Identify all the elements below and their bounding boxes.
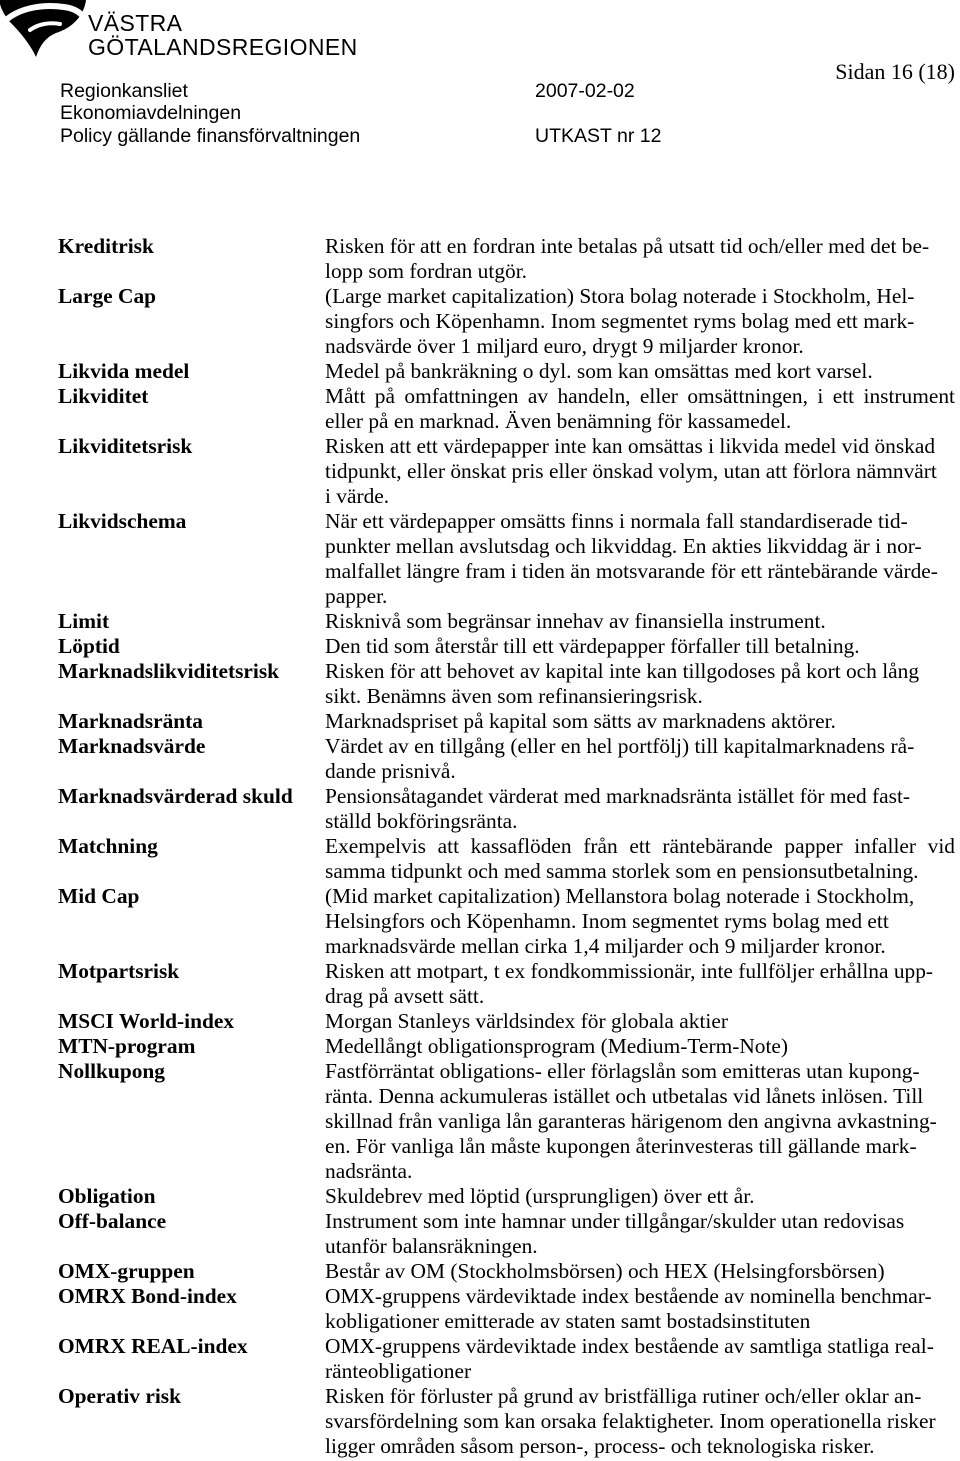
glossary-entry bbox=[58, 1009, 955, 1034]
definition-line: utanför balansräkningen. bbox=[325, 1234, 538, 1258]
glossary-term: Nollkupong bbox=[58, 1059, 166, 1083]
definition-line: Den tid som återstår till ett värdepapper förfaller till betalning. bbox=[325, 634, 860, 658]
glossary-term: OMRX REAL-index bbox=[58, 1334, 248, 1358]
glossary-term: Marknadsvärderad skuld bbox=[58, 784, 293, 808]
glossary-entry bbox=[58, 959, 955, 1009]
definition-line: Risken för att behovet av kapital inte kan tillgodoses på kort och lång bbox=[325, 659, 920, 683]
glossary-definition bbox=[325, 1009, 955, 1034]
glossary-term: Likviditet bbox=[58, 384, 149, 408]
glossary-entry bbox=[58, 634, 955, 659]
glossary-term: Likvida medel bbox=[58, 359, 190, 383]
definition-line: samma tidpunkt och med samma storlek som en pensionsutbetalning. bbox=[325, 859, 919, 883]
definition-line: skillnad från vanliga lån garanteras härigenom den angivna avkastning- bbox=[325, 1109, 937, 1133]
glossary-term: Likviditetsrisk bbox=[58, 434, 193, 458]
glossary-term: Obligation bbox=[58, 1184, 156, 1208]
glossary-entry bbox=[58, 509, 955, 609]
glossary-entry bbox=[58, 734, 955, 784]
definition-line: Medel på bankräkning o dyl. som kan omsättas med kort varsel. bbox=[325, 359, 873, 383]
definition-line: tidpunkt, eller önskat pris eller önskad volym, utan att förlora nämnvärt bbox=[325, 459, 937, 483]
definition-line: i värde. bbox=[325, 484, 390, 508]
glossary-term: OMX-gruppen bbox=[58, 1259, 195, 1283]
definition-line: svarsfördelning som kan orsaka felaktigheter. Inom operationella risker bbox=[325, 1409, 936, 1433]
glossary-definition bbox=[325, 784, 955, 834]
definition-line: Skuldebrev med löptid (ursprungligen) över ett år. bbox=[325, 1184, 755, 1208]
definition-line: Marknadspriset på kapital som sätts av marknadens aktörer. bbox=[325, 709, 836, 733]
page-number: Sidan 16 (18) bbox=[835, 59, 955, 84]
glossary-definition bbox=[325, 659, 955, 709]
document-date: 2007-02-02 bbox=[535, 80, 635, 102]
definition-line: Risken att ett värdepapper inte kan omsättas i likvida medel vid önskad bbox=[325, 434, 936, 458]
glossary-definition bbox=[325, 609, 955, 634]
glossary-term: Löptid bbox=[58, 634, 120, 658]
document-title: Policy gällande finansförvaltningen bbox=[60, 125, 361, 147]
glossary-term: Marknadsvärde bbox=[58, 734, 206, 758]
glossary-term: Marknadslikviditetsrisk bbox=[58, 659, 280, 683]
glossary-entry bbox=[58, 1184, 955, 1209]
department-name: Ekonomiavdelningen bbox=[60, 102, 242, 124]
glossary-entry bbox=[58, 1209, 955, 1259]
glossary-term: MTN-program bbox=[58, 1034, 196, 1058]
glossary-definition bbox=[325, 1384, 955, 1459]
definition-line: malfallet längre fram i tiden än motsvarande för ett räntebärande värde- bbox=[325, 559, 938, 583]
office-name: Regionkansliet bbox=[60, 80, 188, 102]
definition-line: nadsvärde över 1 miljard euro, drygt 9 miljarder kronor. bbox=[325, 334, 804, 358]
glossary-entry bbox=[58, 384, 955, 434]
glossary-entry bbox=[58, 1284, 955, 1334]
definition-line: (Mid market capitalization) Mellanstora bolag noterade i Stockholm, bbox=[325, 884, 915, 908]
glossary-definition bbox=[325, 1259, 955, 1284]
definition-line: Pensionsåtagandet värderat med marknadsränta istället för med fast- bbox=[325, 784, 911, 808]
glossary-term: Kreditrisk bbox=[58, 234, 154, 258]
glossary-definition bbox=[325, 384, 955, 434]
glossary-entry bbox=[58, 884, 955, 959]
definition-line: dande prisnivå. bbox=[325, 759, 456, 783]
definition-line: lopp som fordran utgör. bbox=[325, 259, 527, 283]
glossary-term: MSCI World-index bbox=[58, 1009, 235, 1033]
definition-line: ligger områden såsom person-, process- och teknologiska risker. bbox=[325, 1434, 875, 1458]
glossary-definition bbox=[325, 709, 955, 734]
glossary-entry bbox=[58, 234, 955, 284]
glossary-definition bbox=[325, 509, 955, 609]
glossary-entry bbox=[58, 609, 955, 634]
glossary-definition bbox=[325, 959, 955, 1009]
glossary-definition bbox=[325, 1184, 955, 1209]
definition-line: ställd bokföringsränta. bbox=[325, 809, 518, 833]
definition-line: drag på avsett sätt. bbox=[325, 984, 485, 1008]
glossary-definition bbox=[325, 734, 955, 784]
logo-wordmark-line1: VÄSTRA bbox=[88, 10, 183, 36]
glossary-entry bbox=[58, 1334, 955, 1384]
glossary-definition bbox=[325, 834, 955, 884]
glossary-entry bbox=[58, 284, 955, 359]
definition-line: ränta. Denna ackumuleras istället och utbetalas vid lånets inlösen. Till bbox=[325, 1084, 924, 1108]
definition-line: Instrument som inte hamnar under tillgångar/skulder utan redovisas bbox=[325, 1209, 905, 1233]
glossary-definition bbox=[325, 1284, 955, 1334]
definition-line: När ett värdepapper omsätts finns i normala fall standardiserade tid- bbox=[325, 509, 908, 533]
definition-line: nadsränta. bbox=[325, 1159, 413, 1183]
draft-version: UTKAST nr 12 bbox=[535, 125, 662, 147]
glossary-entry bbox=[58, 1259, 955, 1284]
glossary-term: Off-balance bbox=[58, 1209, 167, 1233]
logo-wordmark-line2: GÖTALANDSREGIONEN bbox=[88, 34, 358, 60]
definition-line: (Large market capitalization) Stora bolag noterade i Stockholm, Hel- bbox=[325, 284, 915, 308]
definition-line: punkter mellan avslutsdag och likviddag. En akties likviddag är i nor- bbox=[325, 534, 922, 558]
glossary-entry bbox=[58, 359, 955, 384]
definition-line: Risken för förluster på grund av bristfälliga rutiner och/eller oklar an- bbox=[325, 1384, 922, 1408]
glossary-entry bbox=[58, 834, 955, 884]
glossary-definition bbox=[325, 1334, 955, 1384]
definition-line: Mått på omfattningen av handeln, eller omsättningen, i ett instrument bbox=[325, 384, 955, 408]
glossary-definition bbox=[325, 234, 955, 284]
definition-line: Fastförräntat obligations- eller förlagslån som emitteras utan kupong- bbox=[325, 1059, 920, 1083]
glossary-entry bbox=[58, 709, 955, 734]
definition-line: Risken för att en fordran inte betalas på utsatt tid och/eller med det be- bbox=[325, 234, 930, 258]
glossary-term: Limit bbox=[58, 609, 110, 633]
glossary-term: Matchning bbox=[58, 834, 158, 858]
vgr-logo-icon bbox=[0, 0, 86, 58]
definition-line: Helsingfors och Köpenhamn. Inom segmentet ryms bolag med ett bbox=[325, 909, 889, 933]
definition-line: Morgan Stanleys världsindex för globala aktier bbox=[325, 1009, 728, 1033]
definition-line: Exempelvis att kassaflöden från ett räntebärande papper infaller vid bbox=[325, 834, 955, 858]
definition-line: papper. bbox=[325, 584, 388, 608]
glossary-definition bbox=[325, 634, 955, 659]
glossary-term: OMRX Bond-index bbox=[58, 1284, 237, 1308]
definition-line: OMX-gruppens värdeviktade index bestående av samtliga statliga real- bbox=[325, 1334, 934, 1358]
definition-line: marknadsvärde mellan cirka 1,4 miljarder och 9 miljarder kronor. bbox=[325, 934, 886, 958]
glossary-entry bbox=[58, 1384, 955, 1459]
glossary-term: Mid Cap bbox=[58, 884, 140, 908]
glossary-definition bbox=[325, 359, 955, 384]
glossary-entry bbox=[58, 1034, 955, 1059]
glossary-definition bbox=[325, 284, 955, 359]
glossary-entry bbox=[58, 434, 955, 509]
glossary-term: Motpartsrisk bbox=[58, 959, 180, 983]
definition-line: Värdet av en tillgång (eller en hel portfölj) till kapitalmarknadens rå- bbox=[325, 734, 915, 758]
definition-line: eller på en marknad. Även benämning för kassamedel. bbox=[325, 409, 792, 433]
definition-line: singfors och Köpenhamn. Inom segmentet ryms bolag med ett mark- bbox=[325, 309, 915, 333]
glossary-term: Operativ risk bbox=[58, 1384, 181, 1408]
definition-line: Risken att motpart, t ex fondkommissionär, inte fullföljer erhållna upp- bbox=[325, 959, 934, 983]
glossary-term: Large Cap bbox=[58, 284, 157, 308]
glossary-entry bbox=[58, 659, 955, 709]
glossary-term: Likvidschema bbox=[58, 509, 187, 533]
glossary-list bbox=[58, 234, 955, 1459]
definition-line: OMX-gruppens värdeviktade index bestående av nominella benchmar- bbox=[325, 1284, 932, 1308]
glossary-definition bbox=[325, 434, 955, 509]
glossary-definition bbox=[325, 1034, 955, 1059]
glossary-definition bbox=[325, 1059, 955, 1184]
glossary-entry bbox=[58, 784, 955, 834]
glossary-definition bbox=[325, 884, 955, 959]
definition-line: Medellångt obligationsprogram (Medium-Term-Note) bbox=[325, 1034, 789, 1058]
glossary-term: Marknadsränta bbox=[58, 709, 203, 733]
definition-line: en. För vanliga lån måste kupongen återinvesteras till gällande mark- bbox=[325, 1134, 917, 1158]
glossary-entry bbox=[58, 1059, 955, 1184]
definition-line: ränteobligationer bbox=[325, 1359, 472, 1383]
glossary-definition bbox=[325, 1209, 955, 1259]
definition-line: Risknivå som begränsar innehav av finansiella instrument. bbox=[325, 609, 826, 633]
definition-line: Består av OM (Stockholmsbörsen) och HEX (Helsingforsbörsen) bbox=[325, 1259, 885, 1283]
definition-line: sikt. Benämns även som refinansieringsrisk. bbox=[325, 684, 703, 708]
definition-line: kobligationer emitterade av staten samt bostadsinstituten bbox=[325, 1309, 811, 1333]
